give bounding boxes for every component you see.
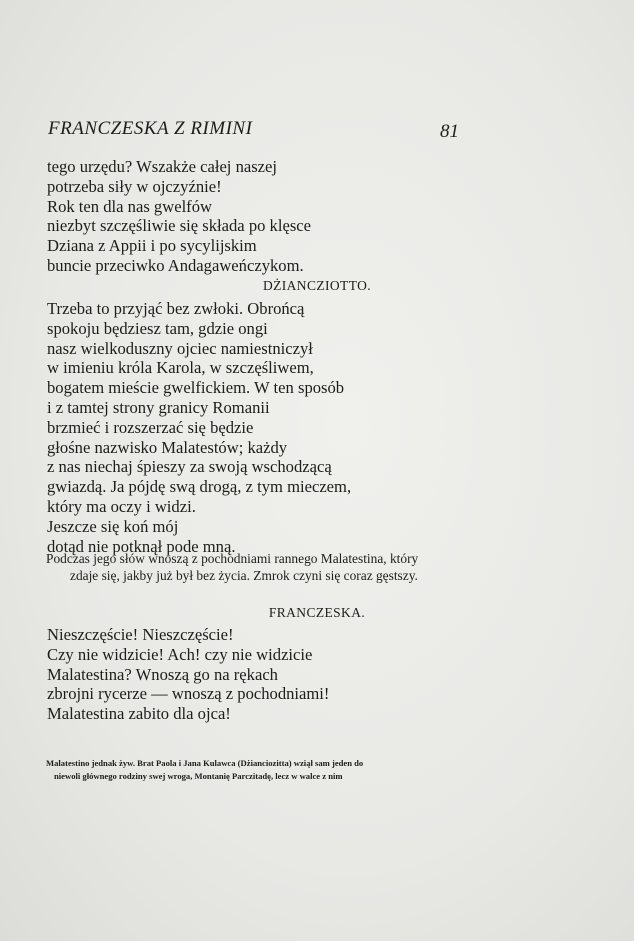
- speaker-name-dzianciotto: DŻIANCZIOTTO.: [262, 278, 372, 293]
- verse-line: bogatem mieście gwelfickiem. W ten sposób: [47, 378, 345, 398]
- verse-line: Malatestina zabito dla ojca!: [47, 704, 231, 724]
- verse-line: głośne nazwisko Malatestów; każdy: [47, 437, 288, 457]
- verse-block-3: [47, 625, 329, 724]
- page-number: 81: [440, 121, 459, 142]
- verse-line: brzmieć i rozszerzać się będzie: [47, 417, 254, 437]
- verse-line: gwiazdą. Ja pójdę swą drogą, z tym mieczem,: [47, 477, 352, 497]
- verse-line: który ma oczy i widzi.: [47, 496, 196, 516]
- speaker-name-franczeska: FRANCZESKA.: [268, 605, 366, 620]
- verse-line: nasz wielkoduszny ojciec namiestniczył: [47, 338, 313, 358]
- verse-line: Rok ten dla nas gwelfów: [47, 196, 212, 216]
- verse-line: Czy nie widzicie! Ach! czy nie widzicie: [47, 644, 313, 664]
- verse-line: Nieszczęście! Nieszczęście!: [47, 625, 234, 644]
- verse-line: buncie przeciwko Andagaweńczykom.: [47, 255, 304, 275]
- running-header-title: FRANCZESKA Z RIMINI: [48, 118, 253, 139]
- verse-line: Dziana z Appii i po sycylijskim: [47, 236, 257, 256]
- stage-direction-line: Podczas jego słów wnoszą z pochodniami rannego Malatestina, który: [46, 551, 419, 566]
- footnote: [46, 757, 448, 783]
- stage-direction: [46, 551, 450, 584]
- verse-line: Malatestina? Wnoszą go na rękach: [47, 664, 278, 684]
- verse-line: z nas niechaj śpieszy za swoją wschodzącą: [47, 457, 332, 477]
- verse-line: zbrojni rycerze — wnoszą z pochodniami!: [47, 684, 330, 704]
- verse-line: spokoju będziesz tam, gdzie ongi: [47, 318, 268, 338]
- verse-block-1: [47, 157, 311, 276]
- verse-line: Trzeba to przyjąć bez zwłoki. Obrońcą: [47, 299, 305, 318]
- stage-direction-line: zdaje się, jakby już był bez życia. Zmrok czyni się coraz gęstszy.: [70, 567, 418, 583]
- verse-line: tego urzędu? Wszakże całej naszej: [47, 157, 278, 176]
- verse-block-2: [47, 299, 351, 556]
- verse-line: dotąd nie potknął pode mną.: [47, 536, 236, 556]
- footnote-line: niewoli głównego rodziny swej wroga, Montanię Parczitadę, lecz w walce z nim: [54, 771, 343, 781]
- verse-line: niezbyt szczęśliwie się składa po klęsce: [47, 216, 312, 236]
- verse-line: w imieniu króla Karola, w szczęśliwem,: [47, 358, 314, 378]
- verse-line: Jeszcze się koń mój: [47, 516, 179, 536]
- verse-line: i z tamtej strony granicy Romanii: [47, 397, 270, 417]
- verse-line: potrzeba siły w ojczyźnie!: [47, 176, 222, 196]
- footnote-line: Malatestino jednak żyw. Brat Paola i Jana Kulawca (Dżianciozitta) wziął sam jeden do: [46, 758, 364, 768]
